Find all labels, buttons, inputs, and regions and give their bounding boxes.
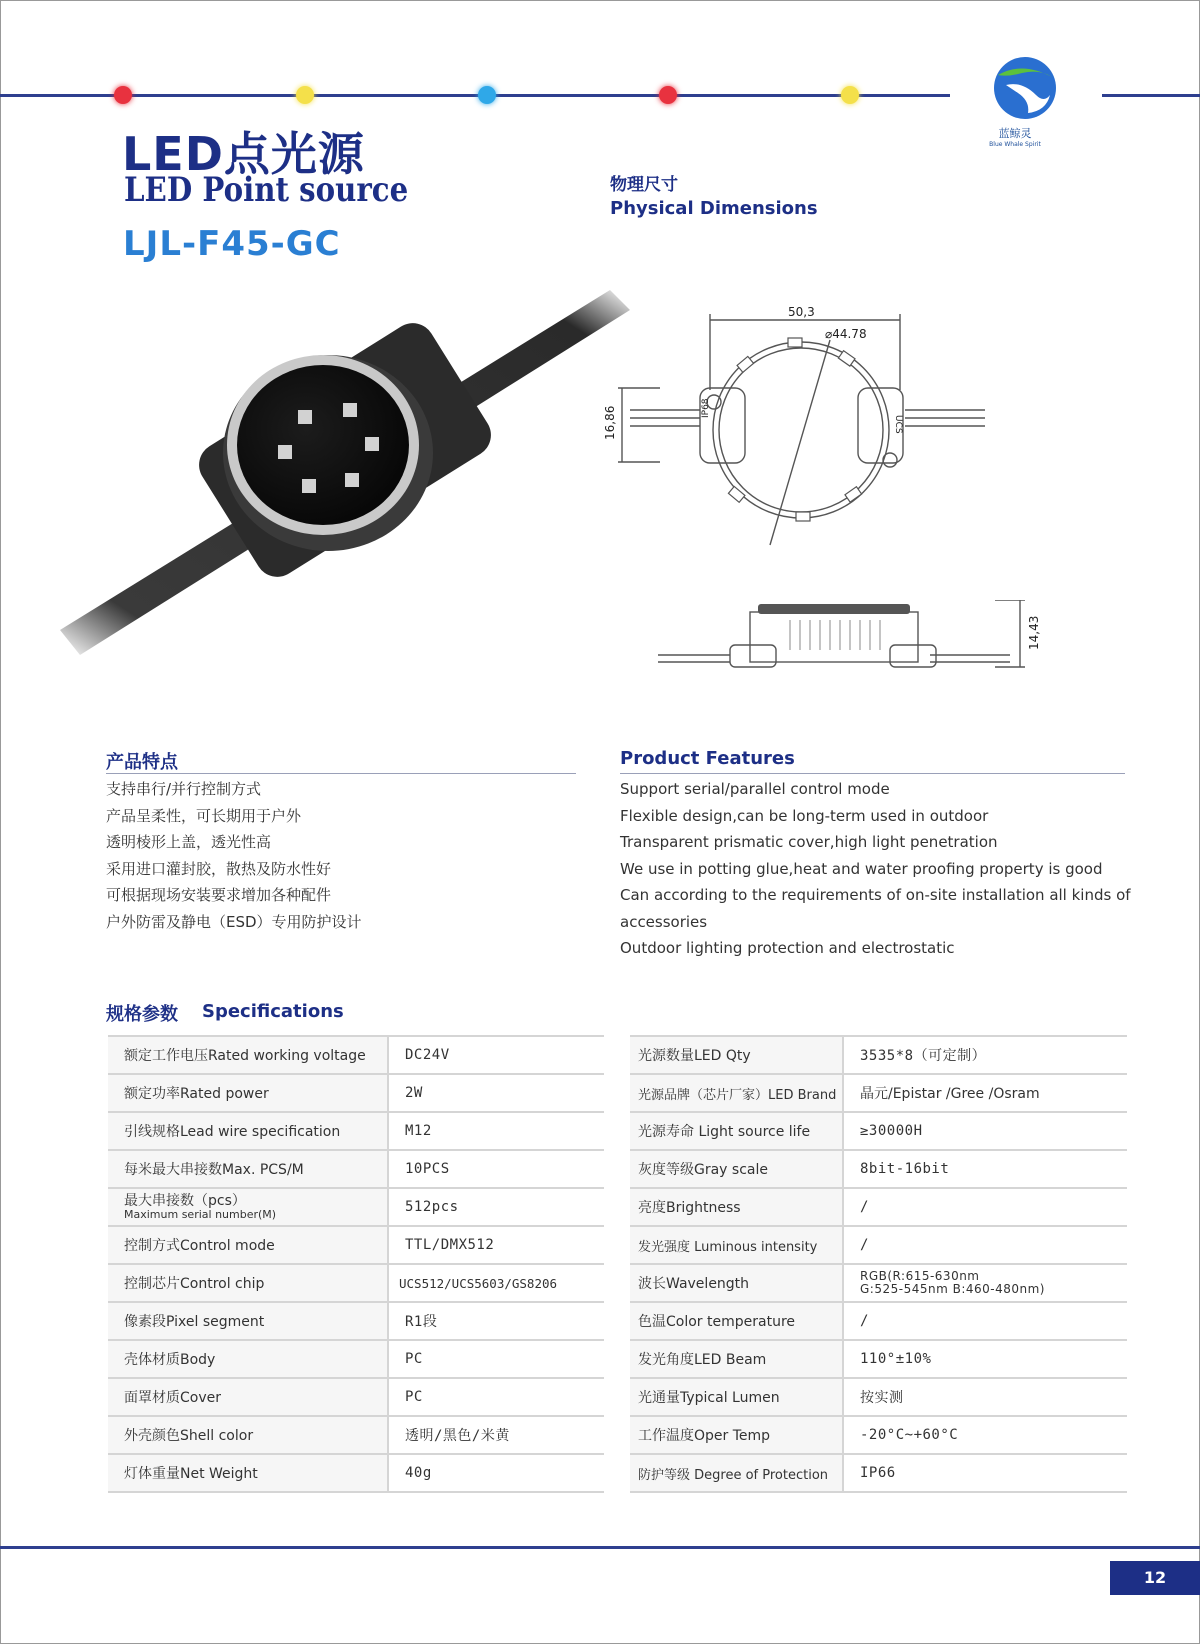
spec-label: 色温Color temperature — [630, 1302, 843, 1340]
header-dot-yellow-1 — [296, 86, 314, 104]
list-item: Flexible design,can be long-term used in outdoor — [620, 806, 989, 825]
dimension-drawing-side — [650, 600, 1070, 680]
features-rule-left — [106, 773, 576, 774]
spec-value: 8bit-16bit — [843, 1150, 1127, 1188]
table-row — [630, 1340, 1127, 1378]
spec-label: 光通量Typical Lumen — [630, 1378, 843, 1416]
table-row — [108, 1302, 604, 1340]
spec-label: 灰度等级Gray scale — [630, 1150, 843, 1188]
spec-label: 工作温度Oper Temp — [630, 1416, 843, 1454]
features-title-cn: 产品特点 — [106, 752, 178, 773]
list-item: 采用进口灌封胶，散热及防水性好 — [106, 859, 332, 878]
list-item: We use in potting glue,heat and water proofing property is good — [620, 859, 1103, 878]
page-number: 12 — [1110, 1561, 1200, 1595]
product-title-cn: LED点光源 — [122, 127, 365, 181]
spec-value: 10PCS — [388, 1150, 604, 1188]
spec-value: 110°±10% — [843, 1340, 1127, 1378]
spec-value: 512pcs — [388, 1188, 604, 1226]
spec-label: 控制方式Control mode — [108, 1226, 388, 1264]
spec-table-right — [630, 1035, 1127, 1493]
spec-label: 最大串接数（pcs） — [124, 1193, 246, 1209]
spec-label: 像素段Pixel segment — [108, 1302, 388, 1340]
features-rule-right — [620, 773, 1125, 774]
product-title-en: LED Point source — [124, 170, 409, 210]
table-row — [108, 1378, 604, 1416]
spec-value: ≥30000H — [843, 1112, 1127, 1150]
dim-height-label: 16,86 — [603, 405, 617, 440]
spec-table-left — [108, 1035, 604, 1493]
list-item: Outdoor lighting protection and electrostatic — [620, 939, 955, 957]
dim-ip-mark: IP68 — [701, 398, 711, 418]
spec-value: PC — [388, 1340, 604, 1378]
table-row — [630, 1378, 1127, 1416]
spec-value: 40g — [388, 1454, 604, 1492]
spec-label-sub: Maximum serial number(M) — [124, 1208, 277, 1221]
features-title-en: Product Features — [620, 748, 795, 769]
header-dot-red-2 — [659, 86, 677, 104]
spec-label: 控制芯片Control chip — [108, 1264, 388, 1302]
list-item: 透明棱形上盖，透光性高 — [106, 833, 272, 851]
list-item: 户外防雷及静电（ESD）专用防护设计 — [106, 912, 362, 931]
table-row — [630, 1036, 1127, 1074]
dimensions-title-cn: 物理尺寸 — [610, 175, 678, 195]
spec-label: 发光角度LED Beam — [630, 1340, 843, 1378]
table-row — [108, 1264, 604, 1302]
list-item: accessories — [620, 912, 708, 931]
table-row — [630, 1264, 1127, 1302]
table-row — [108, 1226, 604, 1264]
specs-title-cn: 规格参数 — [106, 1004, 178, 1025]
spec-value: 2W — [388, 1074, 604, 1112]
list-item: Transparent prismatic cover,high light penetration — [620, 833, 998, 851]
footer-line — [0, 1546, 1200, 1549]
spec-value: R1段 — [388, 1302, 604, 1340]
spec-label: 额定工作电压Rated working voltage — [108, 1036, 388, 1074]
spec-value-cell — [843, 1264, 1127, 1302]
list-item: 产品呈柔性，可长期用于户外 — [106, 806, 302, 825]
spec-label: 引线规格Lead wire specification — [108, 1112, 388, 1150]
table-row — [630, 1188, 1127, 1226]
list-item: Support serial/parallel control mode — [620, 780, 890, 798]
table-row — [108, 1188, 604, 1226]
spec-value: 3535*8（可定制） — [843, 1036, 1127, 1074]
table-row — [108, 1112, 604, 1150]
list-item: Can according to the requirements of on-site installation all kinds of — [620, 886, 1131, 904]
spec-value: / — [843, 1302, 1127, 1340]
header-dot-blue — [478, 86, 496, 104]
table-row — [108, 1454, 604, 1492]
spec-value: 透明/黑色/米黄 — [388, 1416, 604, 1454]
product-photo — [40, 285, 640, 685]
spec-label: 外壳颜色Shell color — [108, 1416, 388, 1454]
table-row — [630, 1150, 1127, 1188]
brand-logo-icon — [992, 55, 1058, 121]
list-item: 支持串行/并行控制方式 — [106, 780, 262, 798]
specs-title-en: Specifications — [202, 1001, 344, 1022]
dim-width-label: 50,3 — [788, 305, 815, 319]
spec-label: 面罩材质Cover — [108, 1378, 388, 1416]
spec-value: -20°C~+60°C — [843, 1416, 1127, 1454]
dimensions-title-en: Physical Dimensions — [610, 198, 818, 219]
spec-value: 按实测 — [843, 1378, 1127, 1416]
logo-name-en: Blue Whale Spirit — [989, 141, 1041, 148]
table-row — [108, 1074, 604, 1112]
table-row — [630, 1416, 1127, 1454]
dim-chip-mark: UCS — [893, 415, 903, 434]
spec-label: 光源数量LED Qty — [630, 1036, 843, 1074]
spec-label-cell — [108, 1188, 388, 1226]
table-row — [630, 1226, 1127, 1264]
table-row — [630, 1302, 1127, 1340]
spec-value: UCS512/UCS5603/GS8206 — [388, 1264, 604, 1302]
spec-label: 灯体重量Net Weight — [108, 1454, 388, 1492]
spec-label: 光源寿命 Light source life — [630, 1112, 843, 1150]
table-row — [108, 1416, 604, 1454]
table-row — [108, 1150, 604, 1188]
spec-label: 亮度Brightness — [630, 1188, 843, 1226]
spec-label: 每米最大串接数Max. PCS/M — [108, 1150, 388, 1188]
spec-value: PC — [388, 1378, 604, 1416]
spec-value: RGB(R:615-630nm — [860, 1269, 980, 1283]
spec-label: 光源品牌（芯片厂家）LED Brand — [630, 1074, 843, 1112]
spec-label: 额定功率Rated power — [108, 1074, 388, 1112]
table-row — [108, 1340, 604, 1378]
spec-value: DC24V — [388, 1036, 604, 1074]
spec-label: 发光强度 Luminous intensity — [630, 1226, 843, 1264]
table-row — [108, 1036, 604, 1074]
spec-value: M12 — [388, 1112, 604, 1150]
dim-depth-label: 14,43 — [1027, 615, 1041, 650]
product-model: LJL-F45-GC — [123, 224, 341, 264]
spec-value: TTL/DMX512 — [388, 1226, 604, 1264]
features-list-en — [620, 776, 1131, 962]
spec-value-sub: G:525-545nm B:460-480nm) — [860, 1282, 1045, 1296]
table-row — [630, 1112, 1127, 1150]
header-dot-red-1 — [114, 86, 132, 104]
spec-value: / — [843, 1188, 1127, 1226]
list-item: 可根据现场安装要求增加各种配件 — [106, 886, 332, 904]
spec-value: IP66 — [843, 1454, 1127, 1492]
spec-value: 晶元/Epistar /Gree /Osram — [843, 1074, 1127, 1112]
table-row — [630, 1074, 1127, 1112]
spec-label: 防护等级 Degree of Protection — [630, 1454, 843, 1492]
header-line-left — [0, 94, 950, 97]
logo-name-cn: 蓝鲸灵 — [998, 127, 1032, 140]
dim-diameter-label: ⌀44.78 — [825, 327, 867, 341]
features-list-cn — [106, 776, 362, 935]
header-line-right — [1102, 94, 1200, 97]
table-row — [630, 1454, 1127, 1492]
header-dot-yellow-2 — [841, 86, 859, 104]
dimension-drawing-top — [600, 300, 1020, 550]
spec-value: / — [843, 1226, 1127, 1264]
spec-label: 波长Wavelength — [630, 1264, 843, 1302]
spec-label: 壳体材质Body — [108, 1340, 388, 1378]
